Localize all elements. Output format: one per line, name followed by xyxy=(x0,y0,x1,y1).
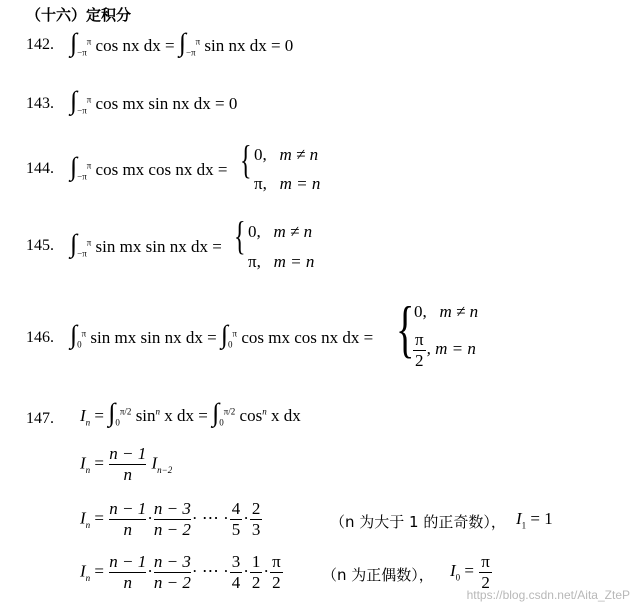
symbol: I xyxy=(516,509,522,528)
integral-sign: ∫ xyxy=(70,152,78,181)
upper-limit: π xyxy=(86,160,92,171)
denominator: 2 xyxy=(251,573,261,592)
numerator: n − 1 xyxy=(109,444,147,463)
differential: x dx xyxy=(270,406,301,425)
subscript: n xyxy=(85,464,91,475)
integral-sign: ∫ xyxy=(70,28,78,57)
integral-sign: ∫ xyxy=(108,398,116,427)
denominator: n xyxy=(123,520,132,539)
case-value: 0, xyxy=(248,222,261,241)
fraction xyxy=(154,552,191,593)
lower-limit: 0 xyxy=(228,339,233,350)
brace: { xyxy=(240,137,252,182)
lower-limit: −π xyxy=(77,171,87,182)
symbol: I xyxy=(80,406,86,425)
integral-sign: ∫ xyxy=(178,28,186,57)
denominator: n − 2 xyxy=(153,573,191,592)
denominator: 2 xyxy=(481,572,490,592)
numerator: n − 1 xyxy=(109,499,147,518)
watermark: https://blog.csdn.net/Aita_ZteP xyxy=(466,588,630,602)
formula-145-body: $\int_{-\pi}^\pi$ sin mx sin nx dx = xyxy=(70,229,222,259)
formula-number: 147. xyxy=(26,410,54,427)
case-2 xyxy=(412,330,476,370)
denominator: n − 2 xyxy=(153,520,191,539)
fraction xyxy=(250,552,263,592)
case-condition: m ≠ n xyxy=(279,145,319,164)
case-value: 0, xyxy=(414,302,427,321)
upper-limit: π xyxy=(195,36,201,47)
integrand: cos nx dx xyxy=(95,36,161,55)
case-condition: m ≠ n xyxy=(439,302,479,321)
case-2 xyxy=(254,174,320,194)
formula-143-body xyxy=(70,88,237,115)
upper-limit: π xyxy=(232,328,238,339)
fraction xyxy=(230,499,243,539)
upper-limit: π/2 xyxy=(223,406,236,417)
formula-147-line3: $I_n$ = $\frac{n - 1}{n}$ · $\frac{n - 3}{n - 2}$ · ⋯ · $\frac{4}{5}$ · $\frac{2}{3}$ xyxy=(80,499,261,539)
symbol: I xyxy=(80,561,86,581)
formula-number: 142. xyxy=(26,36,54,53)
upper-limit: π/2 xyxy=(119,406,132,417)
case-condition: m = n xyxy=(279,174,321,193)
formula-147-line1: $I_n = \int_0^{\pi/2}$ $\sin^n x$ dx = $\int_0^{\pi/2}$ $\cos^n x$ dx xyxy=(80,398,301,428)
integrand: sin mx sin nx dx xyxy=(95,237,208,256)
initial-value-odd xyxy=(516,509,553,530)
integrand: cos mx cos nx dx xyxy=(241,328,360,347)
denominator: 2 xyxy=(415,350,424,370)
lower-limit: 0 xyxy=(77,339,82,350)
case-1 xyxy=(254,145,318,165)
formula-number: 145. xyxy=(26,237,54,254)
numerator: π xyxy=(481,552,490,571)
fraction xyxy=(154,499,191,540)
lower-limit: 0 xyxy=(115,417,120,428)
case-condition: , m = n xyxy=(426,338,476,358)
integral-sign: ∫ xyxy=(70,86,78,115)
lower-limit: −π xyxy=(185,47,196,58)
initial-value-even: $I_0$ = $\frac{\pi}{2}$ xyxy=(450,552,490,592)
fraction xyxy=(230,552,243,592)
formula-146-body: $\int_0^\pi$ sin mx sin nx dx = $\int_0^\pi$ cos mx cos nx dx = xyxy=(70,320,374,350)
numerator: π xyxy=(272,552,281,572)
upper-limit: π xyxy=(86,36,92,47)
fraction xyxy=(479,552,492,592)
denominator: n xyxy=(123,573,132,592)
symbol: I xyxy=(80,453,86,473)
note-odd: （n 为大于 1 的正奇数）， xyxy=(330,513,506,531)
subscript: n−2 xyxy=(157,464,173,475)
function: sin xyxy=(135,406,156,425)
case-value: 0, xyxy=(254,145,267,164)
exponent: n xyxy=(155,406,161,417)
case-condition: m = n xyxy=(273,252,315,271)
subscript: 0 xyxy=(455,572,461,583)
brace: { xyxy=(396,293,415,364)
integrand: cos mx cos nx dx xyxy=(95,160,214,179)
fraction xyxy=(413,330,426,370)
integral-sign: ∫ xyxy=(220,320,229,349)
formula-147-line4: $I_n$ = $\frac{n - 1}{n}$ · $\frac{n - 3}{n - 2}$ · ⋯ · $\frac{3}{4}$ · $\frac{1}{2}$ · $\frac{\pi}{2}$ xyxy=(80,552,281,592)
symbol: I xyxy=(151,453,158,473)
numerator: n − 1 xyxy=(109,552,147,571)
numerator: n − 3 xyxy=(153,552,191,571)
note-even: （n 为正偶数）， xyxy=(322,566,434,584)
case-value: π, xyxy=(248,252,261,271)
formula-142-body: $\int_{-\pi}^\pi$ cos nx dx = $\int_{-\pi}^\pi$ sin nx dx = 0 xyxy=(70,28,294,58)
case-2 xyxy=(248,252,314,272)
formula-number: 146. xyxy=(26,329,54,346)
numerator: 4 xyxy=(231,499,241,519)
formula-142 xyxy=(26,36,54,54)
fraction xyxy=(109,499,146,540)
denominator: 5 xyxy=(231,520,241,539)
integrand: sin mx sin nx dx xyxy=(90,328,203,347)
subscript: n xyxy=(85,417,91,428)
denominator: n xyxy=(123,465,132,484)
integral-sign: ∫ xyxy=(70,229,78,258)
integrand: sin nx dx xyxy=(204,36,267,55)
numerator: 1 xyxy=(251,552,261,572)
symbol: I xyxy=(450,560,456,580)
lower-limit: 0 xyxy=(219,417,224,428)
case-condition: m ≠ n xyxy=(273,222,313,241)
section-title: （十六）定积分 xyxy=(26,6,132,24)
upper-limit: π xyxy=(81,328,87,339)
formula-number: 143. xyxy=(26,95,54,112)
subscript: 1 xyxy=(521,520,527,531)
differential: x dx xyxy=(164,406,195,425)
fraction xyxy=(270,552,283,592)
result: = 0 xyxy=(215,94,238,113)
denominator: 3 xyxy=(251,520,261,539)
denominator: 4 xyxy=(231,573,241,592)
formula-number: 144. xyxy=(26,160,54,177)
fraction xyxy=(250,499,263,539)
integral-sign: ∫ xyxy=(212,398,220,427)
integrand: cos mx sin nx dx xyxy=(95,94,211,113)
formula-147-line2: $I_n$ = $\frac{n - 1}{n}$ $I_{n-2}$ xyxy=(80,444,173,484)
integral-sign: ∫ xyxy=(70,320,78,349)
numerator: n − 3 xyxy=(153,499,191,518)
result: = 0 xyxy=(270,36,294,55)
value: = 1 xyxy=(530,509,553,528)
numerator: 3 xyxy=(231,552,241,572)
subscript: n xyxy=(85,519,91,530)
formula-144-body: $\int_{-\pi}^\pi$ cos mx cos nx dx = xyxy=(70,152,228,182)
ellipsis: · ⋯ · xyxy=(191,508,229,528)
lower-limit: −π xyxy=(77,47,87,58)
numerator: π xyxy=(415,330,424,349)
fraction xyxy=(109,444,146,485)
exponent: n xyxy=(262,406,267,417)
lower-limit: −π xyxy=(77,105,87,116)
upper-limit: π xyxy=(86,94,92,105)
denominator: 2 xyxy=(272,573,281,592)
ellipsis: · ⋯ · xyxy=(191,561,229,581)
numerator: 2 xyxy=(251,499,261,519)
case-1 xyxy=(414,302,478,322)
brace: { xyxy=(234,213,246,258)
case-value: π, xyxy=(254,174,267,193)
case-1 xyxy=(248,222,312,242)
upper-limit: π xyxy=(86,237,92,248)
subscript: n xyxy=(85,572,91,583)
fraction xyxy=(109,552,146,593)
symbol: I xyxy=(80,508,86,528)
function: cos xyxy=(239,406,263,425)
lower-limit: −π xyxy=(77,248,87,259)
